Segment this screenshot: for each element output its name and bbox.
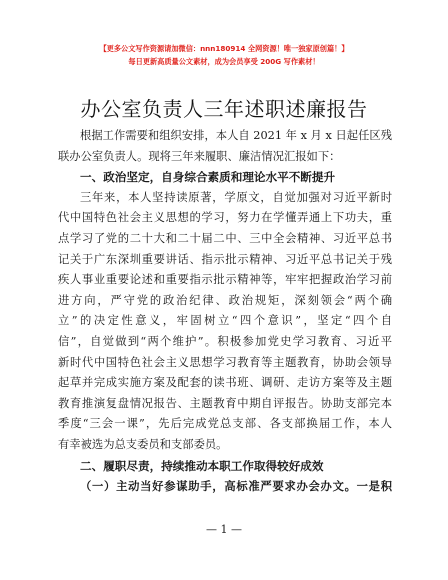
paragraph-line: 根据工作需要和组织安排，本人自 2021 年 x 月 x 日起任区残 xyxy=(80,129,392,142)
paragraph-line: 新时代中国特色社会主义思想学习教育等主题教育，协助会领导 xyxy=(58,355,392,369)
document-title: 办公室负责人三年述职述廉报告 xyxy=(80,97,368,121)
promo-banner-line-2: 每日更新高质量公文素材，成为会员享受 200G 写作素材！ xyxy=(128,57,320,66)
paragraph-line: 点学习了党的二十大和二十届二中、三中全会精神、习近平总书 xyxy=(58,231,392,245)
subsection-heading: （一）主动当好参谋助手，高标准严要求办会办文。一是积 xyxy=(80,479,392,494)
page-number: — 1 — xyxy=(206,523,242,536)
paragraph-line: 三年来，本人坚持读原著，学原文，自觉加强对习近平新时 xyxy=(80,190,392,204)
paragraph-line: 联办公室负责人。现将三年来履职、廉洁情况汇报如下： xyxy=(58,149,341,163)
paragraph-line: 有幸被选为总支委员和支部委员。 xyxy=(58,437,228,451)
paragraph-line: 季度“三会一课”，先后完成党总支部、各支部换届工作，本人 xyxy=(58,417,392,431)
paragraph-line: 代中国特色社会主义思想的学习，努力在学懂弄通上下功夫，重 xyxy=(58,211,392,225)
paragraph-line: 立”的决定性意义，牢固树立“四个意识”，坚定“四个自 xyxy=(58,314,392,328)
document-body xyxy=(58,126,392,497)
section-heading: 二、履职尽责，持续推动本职工作取得较好成效 xyxy=(80,458,324,473)
paragraph-line: 教育推演复盘情况报告、主题教育中期自评报告。协助支部完本 xyxy=(58,396,392,410)
paragraph-line: 进方向，严守党的政治纪律、政治规矩，深刻领会“两个确 xyxy=(58,293,392,307)
section-heading: 一、政治坚定，自身综合素质和理论水平不断提升 xyxy=(80,170,336,185)
paragraph-line: 记关于广东深圳重要讲话、指示批示精神、习近平总书记关于残 xyxy=(58,252,392,266)
paragraph-line: 疾人事业重要论述和重要指示批示精神等，牢牢把握政治学习前 xyxy=(58,273,392,287)
paragraph-line: 信”，自觉做到“两个维护”。积极参加党史学习教育、习近平 xyxy=(58,334,392,348)
promo-banner-line-1: 【更多公文写作资源请加微信：nnn180914 全网资源！唯一独家原创篇！】 xyxy=(99,44,349,53)
paragraph-line: 起草并完成实施方案及配套的读书班、调研、走访方案等及主题 xyxy=(58,376,392,390)
